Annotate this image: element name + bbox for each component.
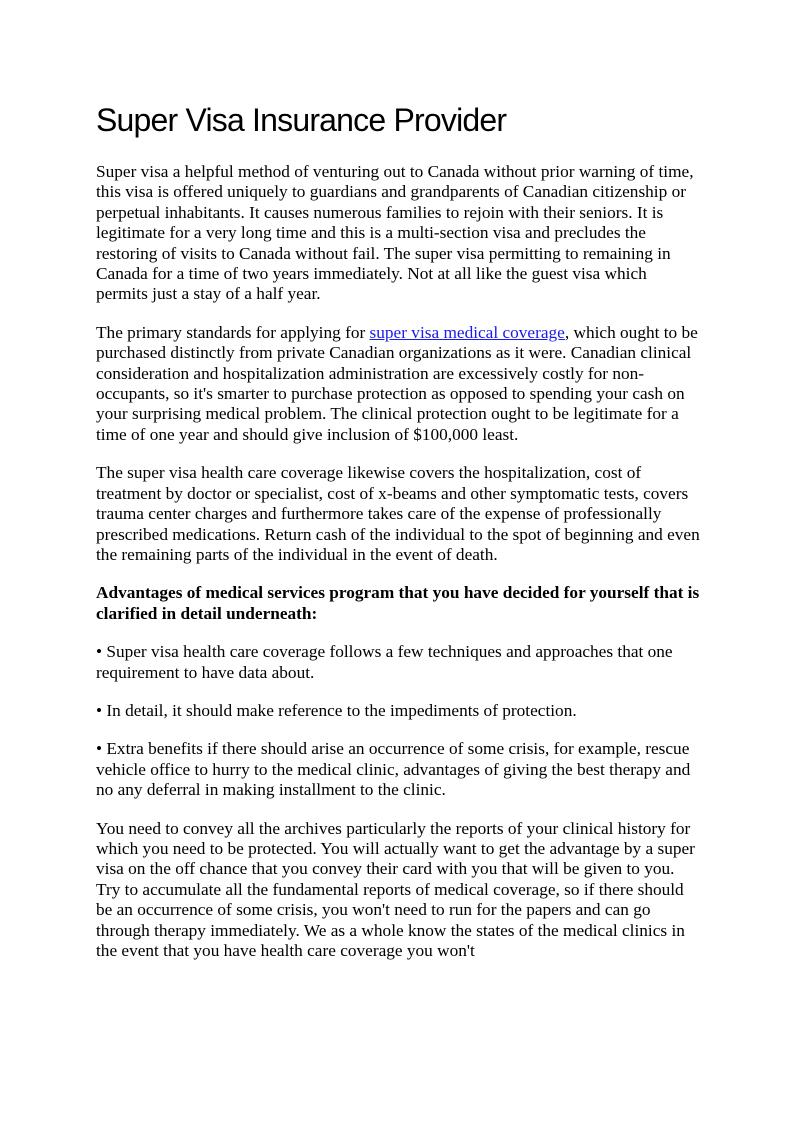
bullet-item-techniques: • Super visa health care coverage follows a few techniques and approaches that one requirement to have data about.	[96, 642, 673, 682]
paragraph-standards-text-after: , which ought to be purchased distinctly from private Canadian organizations as it were. Canadian clinical consideration and hospitalization administration are excessively costly for non-occupants, so it's smarter to purchase protection as opposed to spending your cash on your surprising medical problem. The clinical protection ought to be legitimate for a time of one year and should give inclusion of $100,000 least.	[96, 322, 698, 444]
section-heading-advantages: Advantages of medical services program that you have decided for yourself that is clarified in detail underneath:	[96, 583, 700, 623]
paragraph-standards	[96, 323, 700, 445]
paragraph-coverage: The super visa health care coverage likewise covers the hospitalization, cost of treatment by doctor or specialist, cost of x-beams and other symptomatic tests, covers trauma center charges and furthermore takes care of the expense of professionally prescribed medications. Return cash of the individual to the spot of beginning and even the remaining parts of the individual in the event of death.	[96, 463, 700, 564]
document-body	[96, 100, 700, 979]
paragraph-intro: Super visa a helpful method of venturing out to Canada without prior warning of time, this visa is offered uniquely to guardians and grandparents of Canadian citizenship or perpetual inhabitants. It causes numerous families to rejoin with their seniors. It is legitimate for a very long time and this is a multi-section visa and precludes the restoring of visits to Canada without fail. The super visa permitting to remaining in Canada for a time of two years immediately. Not at all like the guest visa which permits just a stay of a half year.	[96, 162, 694, 304]
paragraph-documents: You need to convey all the archives particularly the reports of your clinical history for which you need to be protected. You will actually want to get the advantage by a super visa on the off chance that you convey their card with you that will be given to you. Try to accumulate all the fundamental reports of medical coverage, so if there should be an occurrence of some crisis, you won't need to run for the papers and can go through therapy immediately. We as a whole know the states of the medical clinics in the event that you have health care coverage you won't	[96, 818, 695, 960]
page-title: Super Visa Insurance Provider	[96, 102, 507, 138]
super-visa-medical-coverage-link[interactable]: super visa medical coverage	[369, 322, 565, 342]
paragraph-standards-text-before: The primary standards for applying for	[96, 322, 370, 342]
bullet-item-impediments: • In detail, it should make reference to the impediments of protection.	[96, 700, 577, 720]
bullet-item-extra-benefits: • Extra benefits if there should arise an occurrence of some crisis, for example, rescue vehicle office to hurry to the medical clinic, advantages of giving the best therapy and no any deferral in making installment to the clinic.	[96, 739, 691, 800]
